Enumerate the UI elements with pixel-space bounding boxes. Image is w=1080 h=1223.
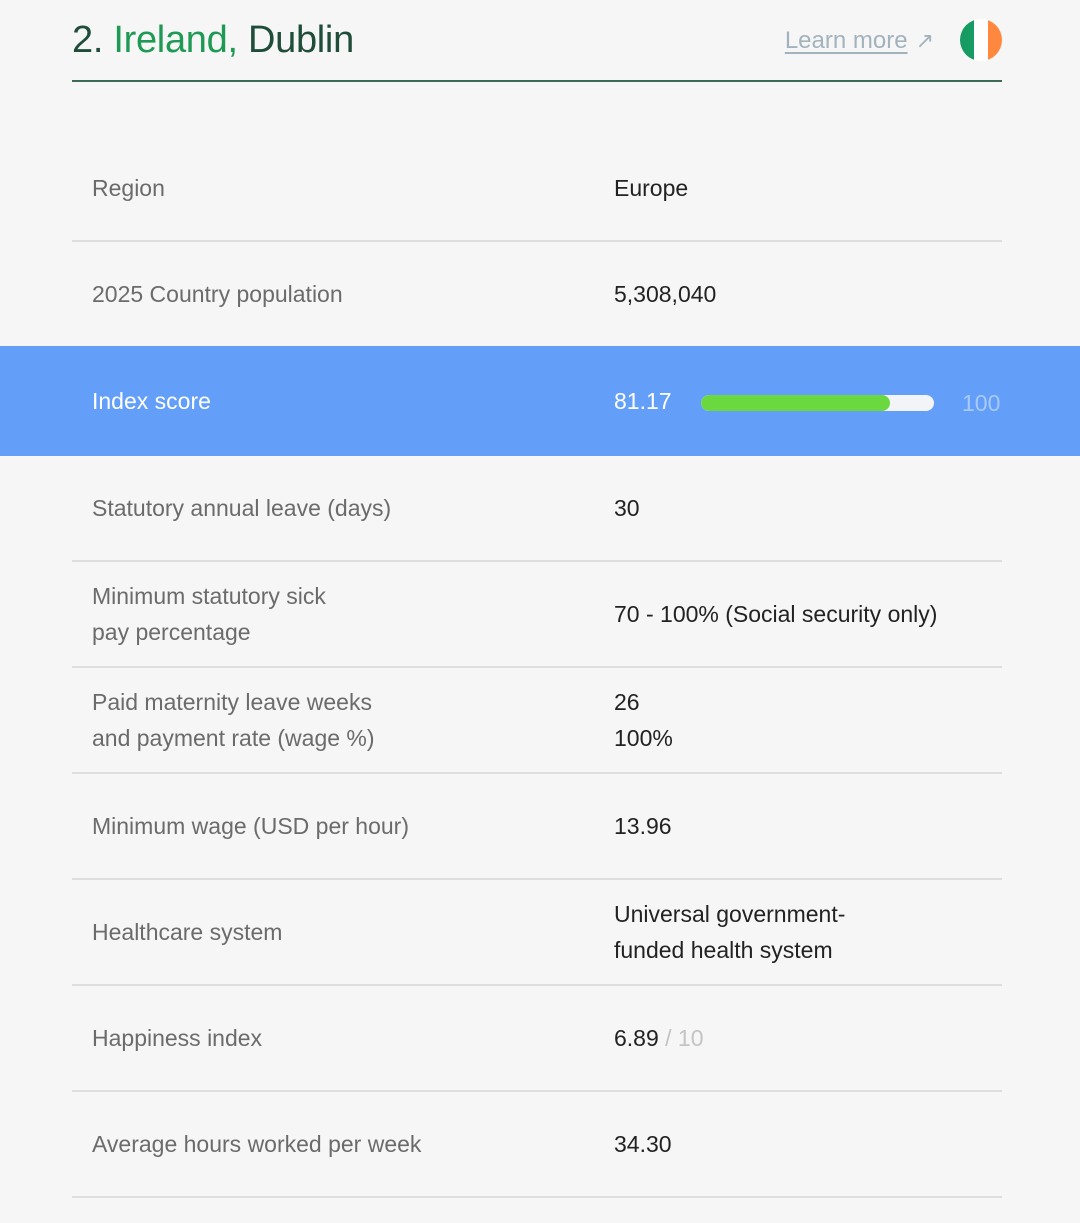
- flag-stripe-orange: [988, 19, 1002, 61]
- index-score-max: 100: [962, 390, 1001, 416]
- sick-pay-label-line-2: pay percentage: [92, 619, 251, 645]
- row-region: [72, 136, 1002, 242]
- row-maternity: [72, 668, 1002, 774]
- hours-label: Average hours worked per week: [92, 1131, 422, 1157]
- healthcare-label: Healthcare system: [92, 919, 283, 945]
- region-label: Region: [92, 175, 165, 201]
- population-label: 2025 Country population: [92, 281, 343, 307]
- population-value: 5,308,040: [614, 281, 717, 307]
- ireland-flag-icon: [960, 19, 1002, 61]
- maternity-rate: 100%: [614, 725, 673, 751]
- annual-leave-label: Statutory annual leave (days): [92, 495, 392, 521]
- row-healthcare: [72, 880, 1002, 986]
- city-name: Dublin: [247, 19, 354, 61]
- row-sick-pay: [72, 562, 1002, 668]
- index-score-progress-fill: [701, 395, 890, 411]
- healthcare-value: [614, 896, 1002, 968]
- min-wage-value: 13.96: [614, 813, 672, 839]
- arrow-up-right-icon: ↗: [915, 28, 934, 53]
- maternity-weeks: 26: [614, 689, 640, 715]
- maternity-value: [614, 684, 1002, 756]
- healthcare-value-line-2: funded health system: [614, 937, 833, 963]
- happiness-max: / 10: [665, 1025, 704, 1051]
- annual-leave-value: 30: [614, 495, 640, 521]
- rank-number: 2.: [72, 19, 104, 61]
- min-wage-label: Minimum wage (USD per hour): [92, 813, 409, 839]
- index-score-label: Index score: [92, 388, 211, 414]
- index-score-progress-bar: [701, 395, 934, 411]
- healthcare-value-line-1: Universal government-: [614, 901, 846, 927]
- row-happiness: [72, 986, 1002, 1092]
- country-title: [72, 18, 354, 62]
- card-header: [72, 0, 1002, 82]
- sick-pay-label: [92, 578, 532, 650]
- region-value: Europe: [614, 175, 689, 201]
- index-score-value: 81.17: [614, 388, 672, 414]
- learn-more-label: Learn more: [784, 27, 908, 54]
- flag-stripe-green: [960, 19, 974, 61]
- hours-value: 34.30: [614, 1131, 672, 1157]
- sick-pay-value: 70 - 100% (Social security only): [614, 601, 938, 627]
- maternity-label-line-1: Paid maternity leave weeks: [92, 689, 372, 715]
- maternity-label: [92, 684, 532, 756]
- learn-more-link[interactable]: [785, 26, 934, 56]
- happiness-label: Happiness index: [92, 1025, 263, 1051]
- maternity-label-line-2: and payment rate (wage %): [92, 725, 375, 751]
- row-min-wage: [72, 774, 1002, 880]
- country-name: Ireland,: [113, 19, 238, 61]
- sick-pay-label-line-1: Minimum statutory sick: [92, 583, 326, 609]
- flag-stripe-white: [974, 19, 988, 61]
- happiness-value-wrap: [614, 1020, 1002, 1056]
- row-hours: [72, 1092, 1002, 1198]
- happiness-value: 6.89: [614, 1025, 659, 1051]
- row-annual-leave: [72, 456, 1002, 562]
- row-population: [72, 242, 1002, 346]
